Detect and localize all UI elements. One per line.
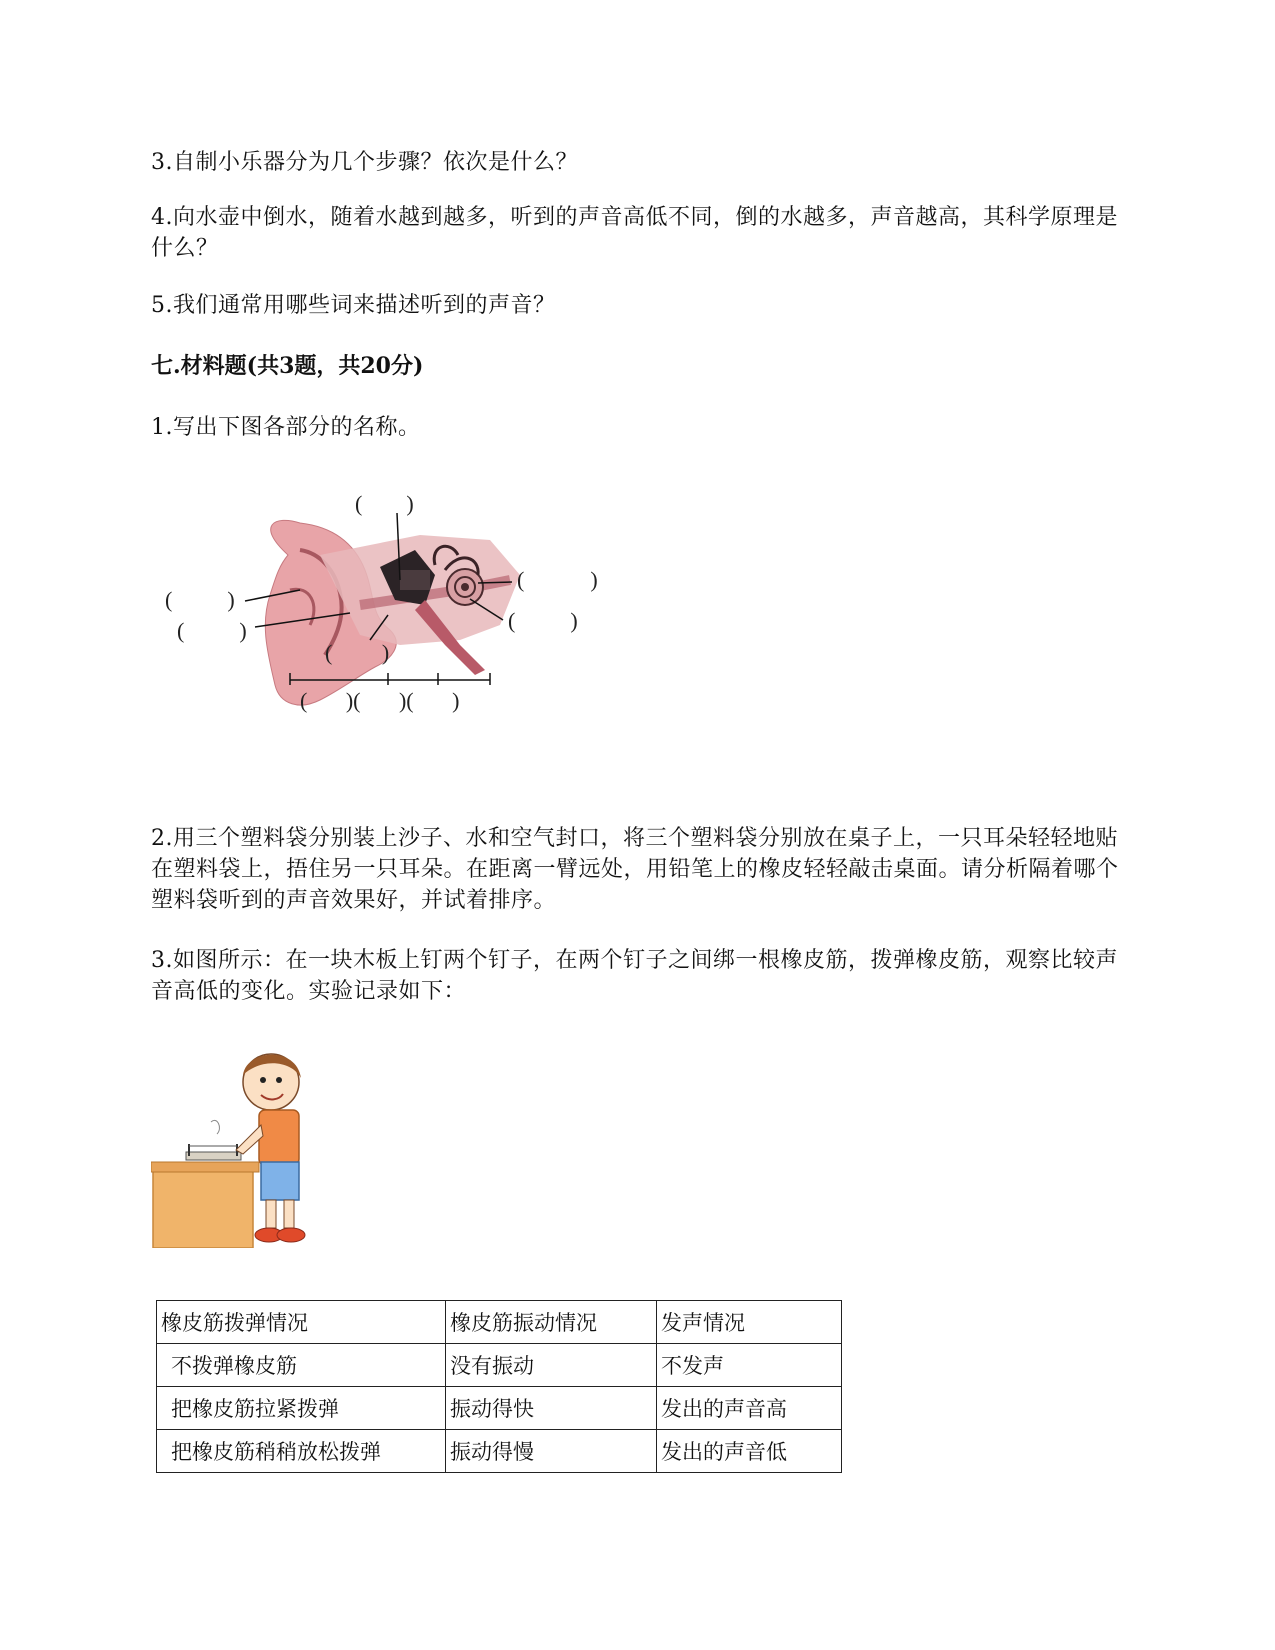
table-cell: 发出的声音高 xyxy=(657,1387,842,1430)
table-cell: 没有振动 xyxy=(446,1344,657,1387)
section-title: 七.材料题(共3题，共20分) xyxy=(151,353,424,379)
question-5-sound-words: 5.我们通常用哪些词来描述听到的声音？ xyxy=(151,293,556,318)
experiment-illustration xyxy=(151,1040,313,1248)
experiment-record-table xyxy=(156,1300,842,1473)
table-header-cell: 发声情况 xyxy=(657,1301,842,1344)
table-cell: 振动得快 xyxy=(446,1387,657,1430)
question-4-water-pitch: 4.向水壶中倒水，随着水越到越多，听到的声音高低不同，倒的水越多，声音越高，其科学原理是什么？ xyxy=(151,205,1118,261)
material-question-1: 1.写出下图各部分的名称。 xyxy=(151,415,421,440)
table-header-cell: 橡皮筋拨弹情况 xyxy=(157,1301,446,1344)
table-cell: 把橡皮筋稍稍放松拨弹 xyxy=(157,1430,446,1473)
ear-label-middle: ( ) xyxy=(325,640,390,665)
table-row xyxy=(157,1430,842,1473)
ear-label-left-1: ( ) xyxy=(165,587,235,612)
boy-plucking-rubber-band-image xyxy=(151,1040,313,1248)
ear-label-top: ( ) xyxy=(355,491,414,516)
question-3-instrument-steps: 3.自制小乐器分为几个步骤？依次是什么？ xyxy=(151,150,578,175)
table-row xyxy=(157,1387,842,1430)
table-cell: 振动得慢 xyxy=(446,1430,657,1473)
ear-label-right-1: ( ) xyxy=(517,567,598,592)
table-cell: 不发声 xyxy=(657,1344,842,1387)
material-question-3: 3.如图所示：在一块木板上钉两个钉子，在两个钉子之间绑一根橡皮筋，拨弹橡皮筋，观察比较声音高低的变化。实验记录如下： xyxy=(151,948,1118,1004)
material-question-2: 2.用三个塑料袋分别装上沙子、水和空气封口，将三个塑料袋分别放在桌子上，一只耳朵轻轻地贴在塑料袋上，捂住另一只耳朵。在距离一臂远处，用铅笔上的橡皮轻轻敲击桌面。请分析隔着哪个塑料袋听到的声音效果好，并试着排序。 xyxy=(151,826,1119,913)
ear-label-left-2: ( ) xyxy=(177,618,247,643)
table-cell: 不拨弹橡皮筋 xyxy=(157,1344,446,1387)
table-header-cell: 橡皮筋振动情况 xyxy=(446,1301,657,1344)
table-row xyxy=(157,1344,842,1387)
table-cell: 发出的声音低 xyxy=(657,1430,842,1473)
ear-diagram xyxy=(160,491,660,755)
table-header-row xyxy=(157,1301,842,1344)
table-cell: 把橡皮筋拉紧拨弹 xyxy=(157,1387,446,1430)
ear-label-bottom: ( )( )( ) xyxy=(300,688,460,713)
ear-label-right-2: ( ) xyxy=(508,608,578,633)
